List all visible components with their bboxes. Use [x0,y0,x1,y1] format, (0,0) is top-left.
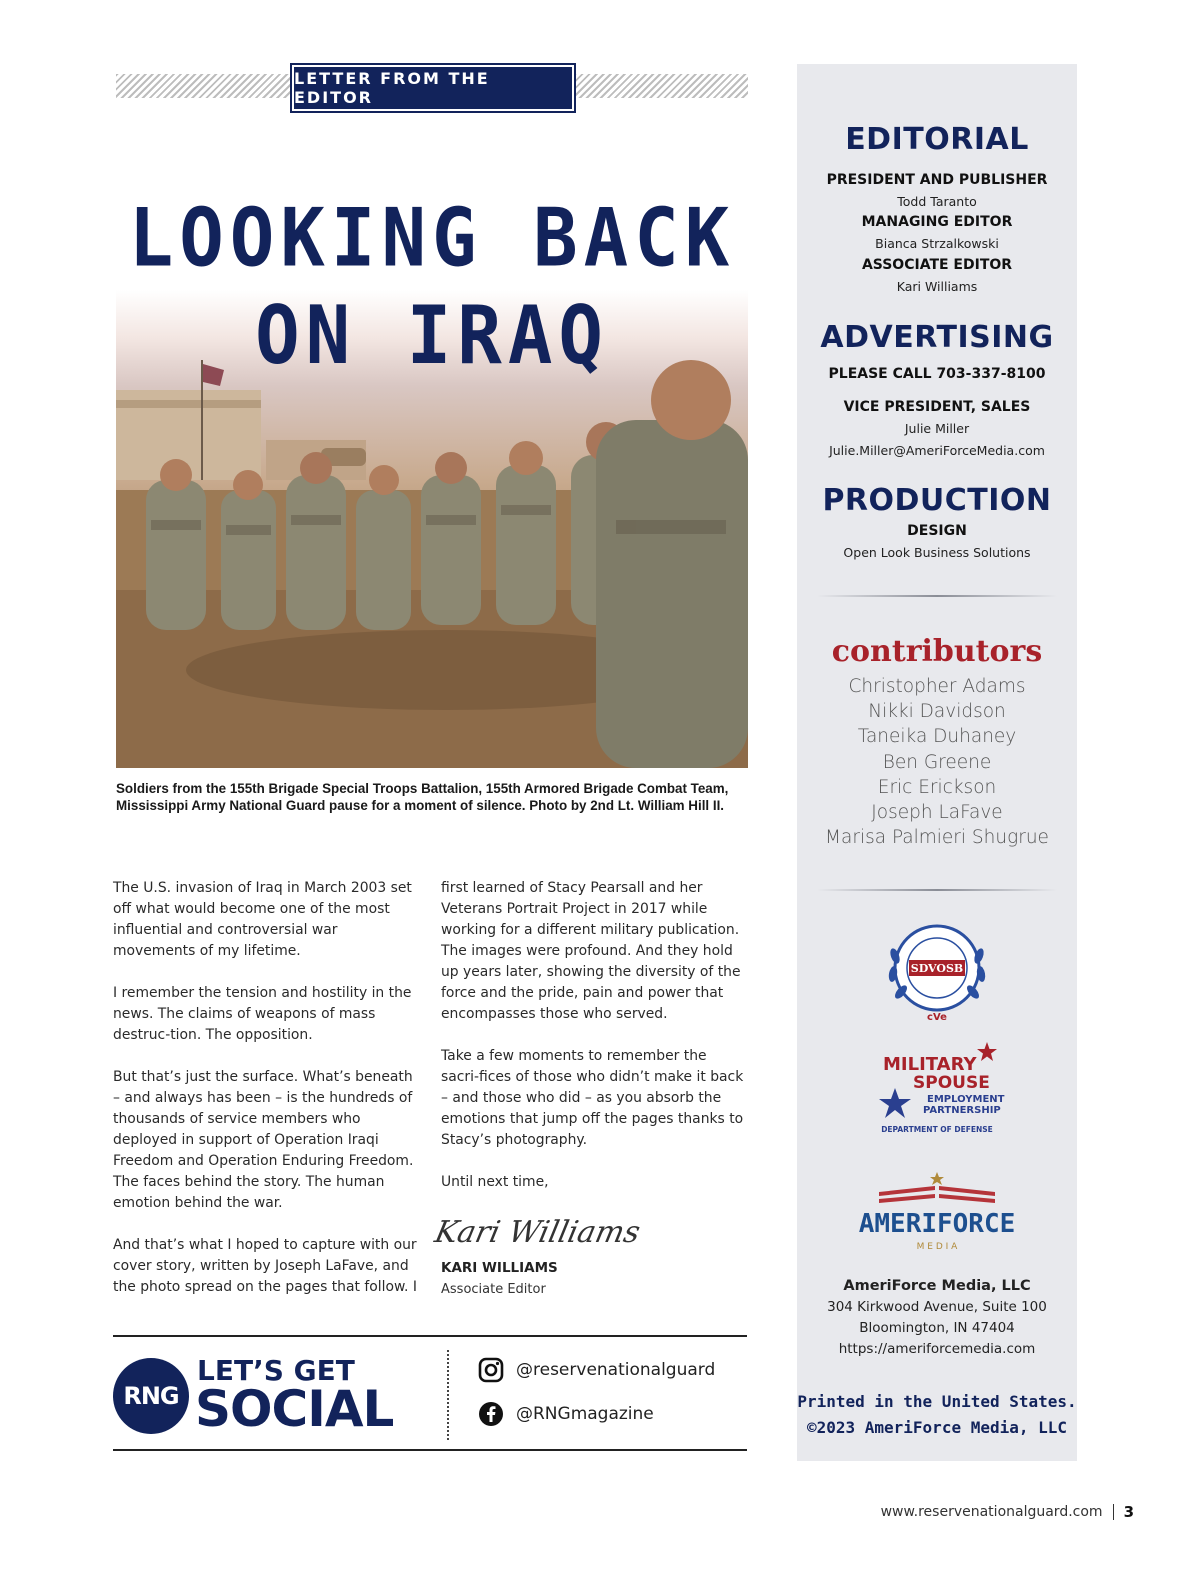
associate-editor-role: ASSOCIATE EDITOR [861,257,1013,273]
contributors-list [797,674,1077,850]
facebook-handle-text: @RNGmagazine [516,1404,654,1424]
design-name: Open Look Business Solutions [843,545,1031,560]
body-paragraph: And that’s what I hoped to capture with our cover story, written by Joseph LaFave, and the photo spread on the pages that follow. I [113,1237,417,1295]
contributor-item: Eric Erickson [877,776,997,798]
president-name: Todd Taranto [897,194,977,209]
ameriforce-star-icon [930,1172,944,1185]
page-footer [881,1503,1134,1521]
managing-editor-role: MANAGING EDITOR [861,214,1013,230]
design-role: DESIGN [907,523,967,539]
sdvosb-label: SDVOSB [910,962,964,975]
page-number: 3 [1123,1503,1134,1521]
vp-sales-name: Julie Miller [904,421,970,436]
body-paragraph: I remember the tension and hostility in the news. The claims of weapons of mass destruc-tion. The opposition. [113,985,412,1043]
signature-script: Kari Williams [431,1215,644,1250]
body-paragraph: Take a few moments to remember the sacri-fices of those who didn’t make it back – and those who did – as you absorb the emotions that jump off the pages thanks to Stacy’s photography. [441,1048,744,1148]
lets-get-text: LET’S GET [197,1354,355,1387]
signature-title: Associate Editor [441,1282,546,1297]
msep-military: MILITARY [883,1054,977,1075]
msep-logo [797,1042,1077,1138]
contributor-item: Ben Greene [882,751,992,773]
address-line-1: 304 Kirkwood Avenue, Suite 100 [827,1299,1047,1315]
advertising-call: PLEASE CALL 703-337-8100 [828,366,1046,382]
footer-url[interactable]: www.reservenationalguard.com [880,1504,1103,1520]
photo-caption: Soldiers from the 155th Brigade Special Troops Battalion, 155th Armored Brigade Combat Team, Mississippi Army National Guard pause for a moment of silence. Photo by 2nd Lt. William Hill II. [116,781,729,813]
ameriforce-logo [797,1164,1077,1256]
msep-dod: DEPARTMENT OF DEFENSE [881,1125,993,1134]
vp-sales-email[interactable]: Julie.Miller@AmeriForceMedia.com [829,443,1045,458]
msep-small-star-icon [977,1042,997,1061]
social-text: SOCIAL [195,1380,394,1438]
signature-image [431,1206,644,1256]
sdvosb-seal-logo [797,916,1077,1028]
instagram-icon [478,1357,504,1383]
ameriforce-media-sub: M E D I A [916,1242,958,1252]
body-paragraph: Until next time, [441,1174,549,1190]
signature-name: KARI WILLIAMS [441,1260,558,1276]
body-column-2 [431,878,746,1300]
masthead-sidebar [797,64,1077,1461]
cve-label: cVe [927,1012,947,1023]
msep-partnership: PARTNERSHIP [923,1105,1001,1116]
contributor-item: Joseph LaFave [871,802,1003,824]
body-column-1 [113,878,418,1319]
address-line-2: Bloomington, IN 47404 [859,1320,1015,1336]
section-tag: LETTER FROM THE EDITOR [292,65,574,111]
company-address [797,1276,1077,1360]
body-paragraph: The U.S. invasion of Iraq in March 2003 set off what would become one of the most influential and controversial war movements of my lifetime. [113,880,412,959]
body-paragraph: first learned of Stacy Pearsall and her Veterans Portrait Project in 2017 while working for a different military publication. The images were profound. And they hold up years later, showing the diversity of the force and the pride, pain and power that encompasses those who served. [441,880,741,1022]
contributor-item: Nikki Davidson [868,701,1006,723]
sidebar-divider [817,595,1057,597]
headline-line-1: LOOKING BACK [128,192,736,286]
company-name: AmeriForce Media, LLC [843,1278,1031,1294]
header-hatch-left [116,74,292,98]
social-divider [447,1350,449,1440]
contributor-item: Christopher Adams [848,676,1026,697]
ameriforce-wordmark: AMERIFORCE [858,1209,1016,1239]
president-role: PRESIDENT AND PUBLISHER [826,172,1048,188]
advertising-heading: ADVERTISING [820,320,1054,355]
printed-in: Printed in the United States. [797,1392,1077,1411]
instagram-handle-text: @reservenationalguard [516,1360,716,1380]
contributors-heading: contributors [831,634,1043,669]
headline [116,190,748,384]
header-hatch-right [574,74,748,98]
instagram-handle[interactable] [478,1357,715,1383]
associate-editor-name: Kari Williams [896,279,978,294]
msep-star-icon [879,1088,911,1118]
sidebar-divider [817,889,1057,891]
company-website[interactable]: https://ameriforcemedia.com [838,1341,1036,1357]
copyright: ©2023 AmeriForce Media, LLC [806,1418,1068,1437]
social-rule-top [113,1335,747,1337]
editorial-heading: EDITORIAL [845,122,1029,157]
msep-employment: EMPLOYMENT [927,1094,1005,1105]
vp-sales-role: VICE PRESIDENT, SALES [843,399,1031,415]
body-paragraph: But that’s just the surface. What’s beneath – and always has been – is the hundreds of thousands of service members who deployed in support of Operation Iraqi Freedom and Operation Enduring Freedom. The faces behind the story. The human emotion behind the war. [113,1069,414,1211]
facebook-handle[interactable] [478,1401,654,1427]
headline-line-2: ON IRAQ [255,289,609,383]
social-rule-bottom [113,1449,747,1451]
rng-logo-badge: RNG [113,1358,189,1434]
contributor-item: Taneika Duhaney [857,726,1017,748]
msep-spouse: SPOUSE [913,1073,990,1093]
facebook-icon [478,1401,504,1427]
footer-separator [1113,1504,1114,1520]
production-heading: PRODUCTION [822,483,1052,518]
contributor-item: Marisa Palmieri Shugrue [825,827,1049,849]
managing-editor-name: Bianca Strzalkowski [875,236,999,251]
printed-notice [797,1389,1077,1441]
